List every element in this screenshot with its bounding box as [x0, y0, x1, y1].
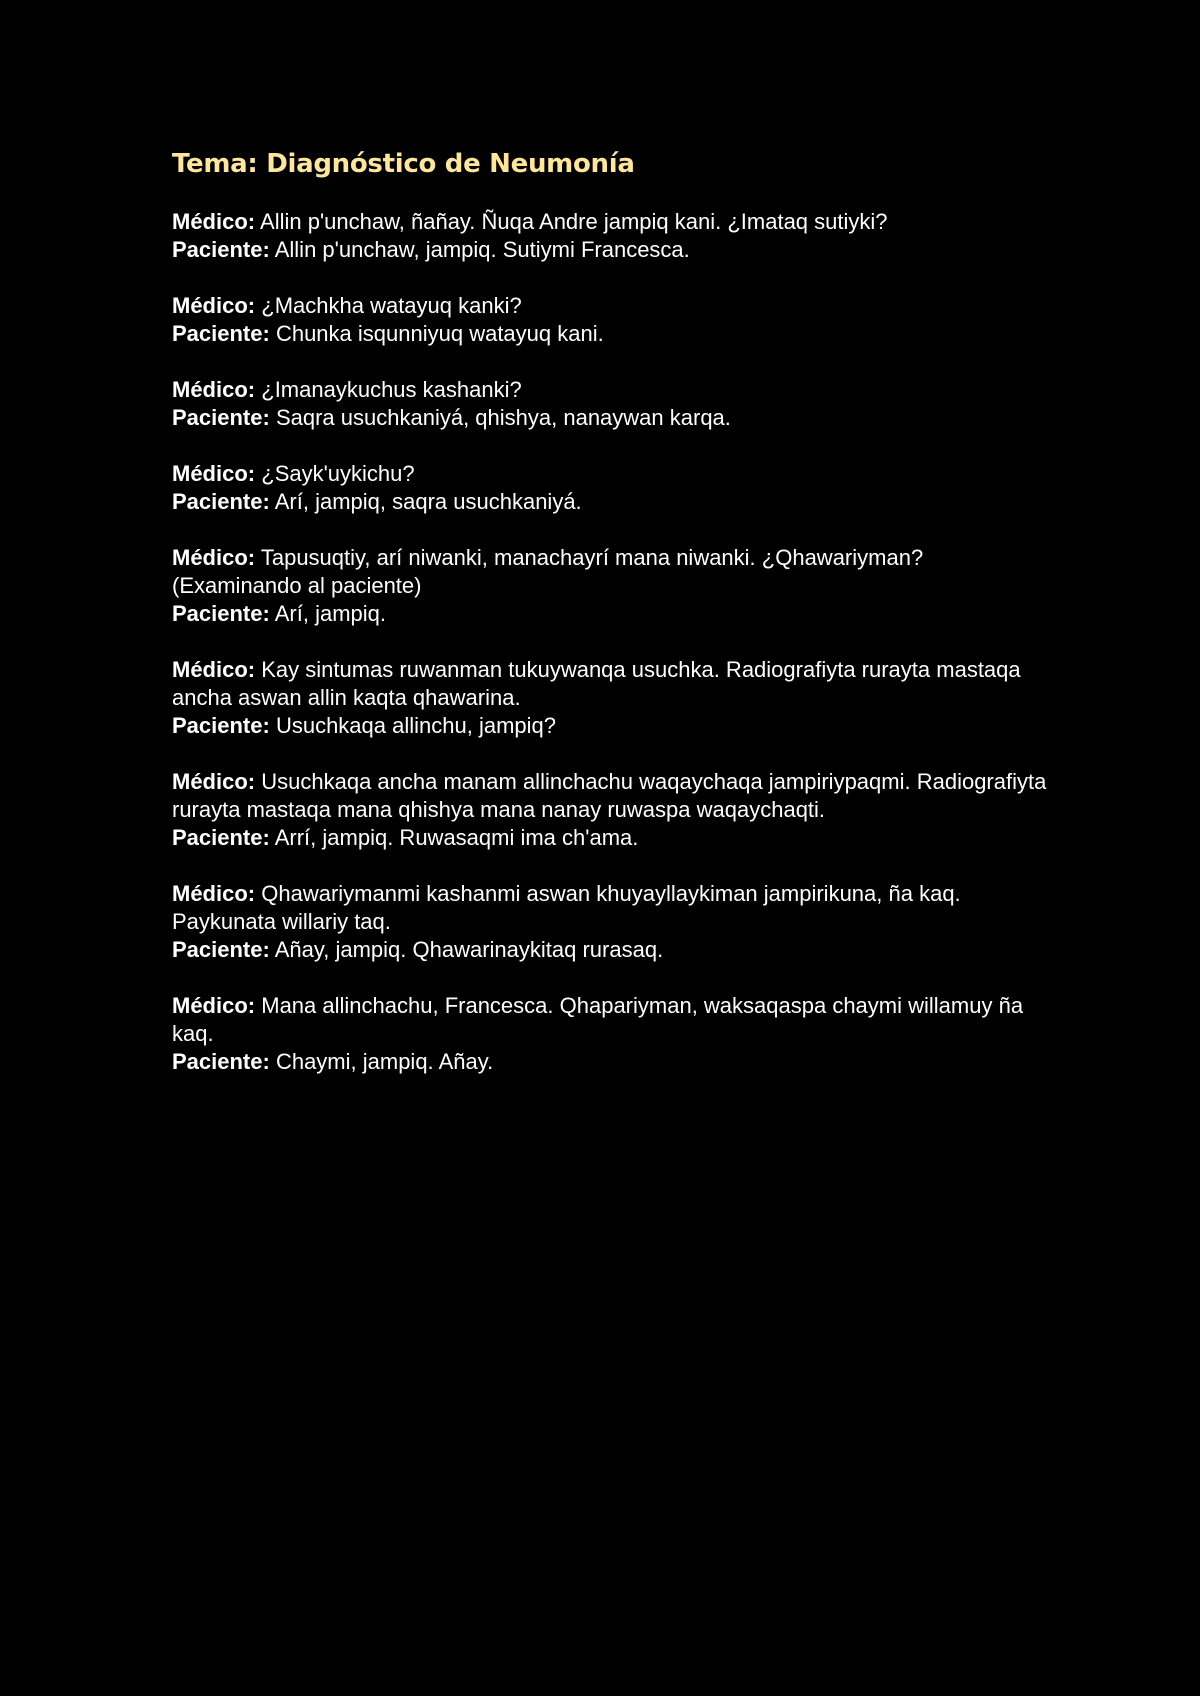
patient-line [172, 1048, 1052, 1076]
doctor-label: Médico: [172, 209, 256, 234]
doctor-line [172, 768, 1052, 824]
doctor-line [172, 992, 1052, 1048]
doctor-label: Médico: [172, 657, 256, 682]
doctor-text: ¿Imanaykuchus kashanki? [261, 377, 522, 402]
doctor-text: Qhawariymanmi kashanmi aswan khuyayllaykiman jampirikuna, ña kaq. Paykunata willariy taq. [172, 881, 961, 934]
dialogue-exchange-4 [172, 460, 1052, 516]
patient-text: Chunka isqunniyuq watayuq kani. [275, 321, 604, 346]
patient-line [172, 712, 1052, 740]
dialogue-exchange-1 [172, 208, 1052, 264]
doctor-label: Médico: [172, 293, 256, 318]
doctor-label: Médico: [172, 377, 256, 402]
doctor-line [172, 880, 1052, 936]
patient-text: Allin p'unchaw, jampiq. Sutiymi Francesca. [274, 237, 690, 262]
doctor-text: Usuchkaqa ancha manam allinchachu waqaychaqa jampiriypaqmi. Radiografiyta rurayta mastaqa mana qhishya mana nanay ruwaspa waqaychaqti. [172, 769, 1047, 822]
patient-label: Paciente: [172, 601, 270, 626]
dialogue-exchange-7 [172, 768, 1052, 852]
doctor-label: Médico: [172, 545, 256, 570]
patient-label: Paciente: [172, 937, 270, 962]
patient-text: Arrí, jampiq. Ruwasaqmi ima ch'ama. [274, 825, 639, 850]
doctor-label: Médico: [172, 769, 256, 794]
patient-line [172, 236, 1052, 264]
doctor-text: Allin p'unchaw, ñañay. Ñuqa Andre jampiq kani. ¿Imataq sutiyki? [260, 209, 888, 234]
patient-label: Paciente: [172, 825, 270, 850]
patient-text: Arí, jampiq, saqra usuchkaniyá. [274, 489, 582, 514]
patient-label: Paciente: [172, 237, 270, 262]
dialogue-exchange-2 [172, 292, 1052, 348]
doctor-line [172, 460, 1052, 488]
doctor-line [172, 544, 1052, 600]
doctor-label: Médico: [172, 881, 256, 906]
dialogue-exchange-8 [172, 880, 1052, 964]
patient-line [172, 600, 1052, 628]
patient-text: Usuchkaqa allinchu, jampiq? [275, 713, 557, 738]
doctor-label: Médico: [172, 993, 256, 1018]
doctor-text: Mana allinchachu, Francesca. Qhapariyman, waksaqaspa chaymi willamuy ña kaq. [172, 993, 1024, 1046]
doctor-line [172, 292, 1052, 320]
patient-label: Paciente: [172, 713, 270, 738]
dialogue-exchange-5 [172, 544, 1052, 628]
patient-line [172, 320, 1052, 348]
patient-line [172, 488, 1052, 516]
patient-text: Saqra usuchkaniyá, qhishya, nanaywan karqa. [275, 405, 731, 430]
patient-text: Arí, jampiq. [274, 601, 386, 626]
doctor-text: ¿Machkha watayuq kanki? [261, 293, 522, 318]
doctor-line [172, 656, 1052, 712]
dialogue-exchange-3 [172, 376, 1052, 432]
patient-line [172, 824, 1052, 852]
page-title: Tema: Diagnóstico de Neumonía [172, 149, 635, 179]
doctor-label: Médico: [172, 461, 256, 486]
patient-text: Añay, jampiq. Qhawarinaykitaq rurasaq. [274, 937, 664, 962]
patient-line [172, 404, 1052, 432]
stage-direction: (Examinando al paciente) [172, 573, 422, 598]
doctor-line [172, 208, 1052, 236]
patient-label: Paciente: [172, 321, 270, 346]
patient-line [172, 936, 1052, 964]
doctor-text: Kay sintumas ruwanman tukuywanqa usuchka. Radiografiyta rurayta mastaqa ancha aswan allin kaqta qhawarina. [172, 657, 1021, 710]
doctor-text: Tapusuqtiy, arí niwanki, manachayrí mana niwanki. ¿Qhawariyman? [260, 545, 924, 570]
dialogue-exchange-9 [172, 992, 1052, 1076]
patient-label: Paciente: [172, 489, 270, 514]
patient-text: Chaymi, jampiq. Añay. [275, 1049, 494, 1074]
patient-label: Paciente: [172, 405, 270, 430]
patient-label: Paciente: [172, 1049, 270, 1074]
document-page [172, 144, 1052, 1104]
doctor-line [172, 376, 1052, 404]
doctor-text: ¿Sayk'uykichu? [261, 461, 415, 486]
dialogue-exchange-6 [172, 656, 1052, 740]
